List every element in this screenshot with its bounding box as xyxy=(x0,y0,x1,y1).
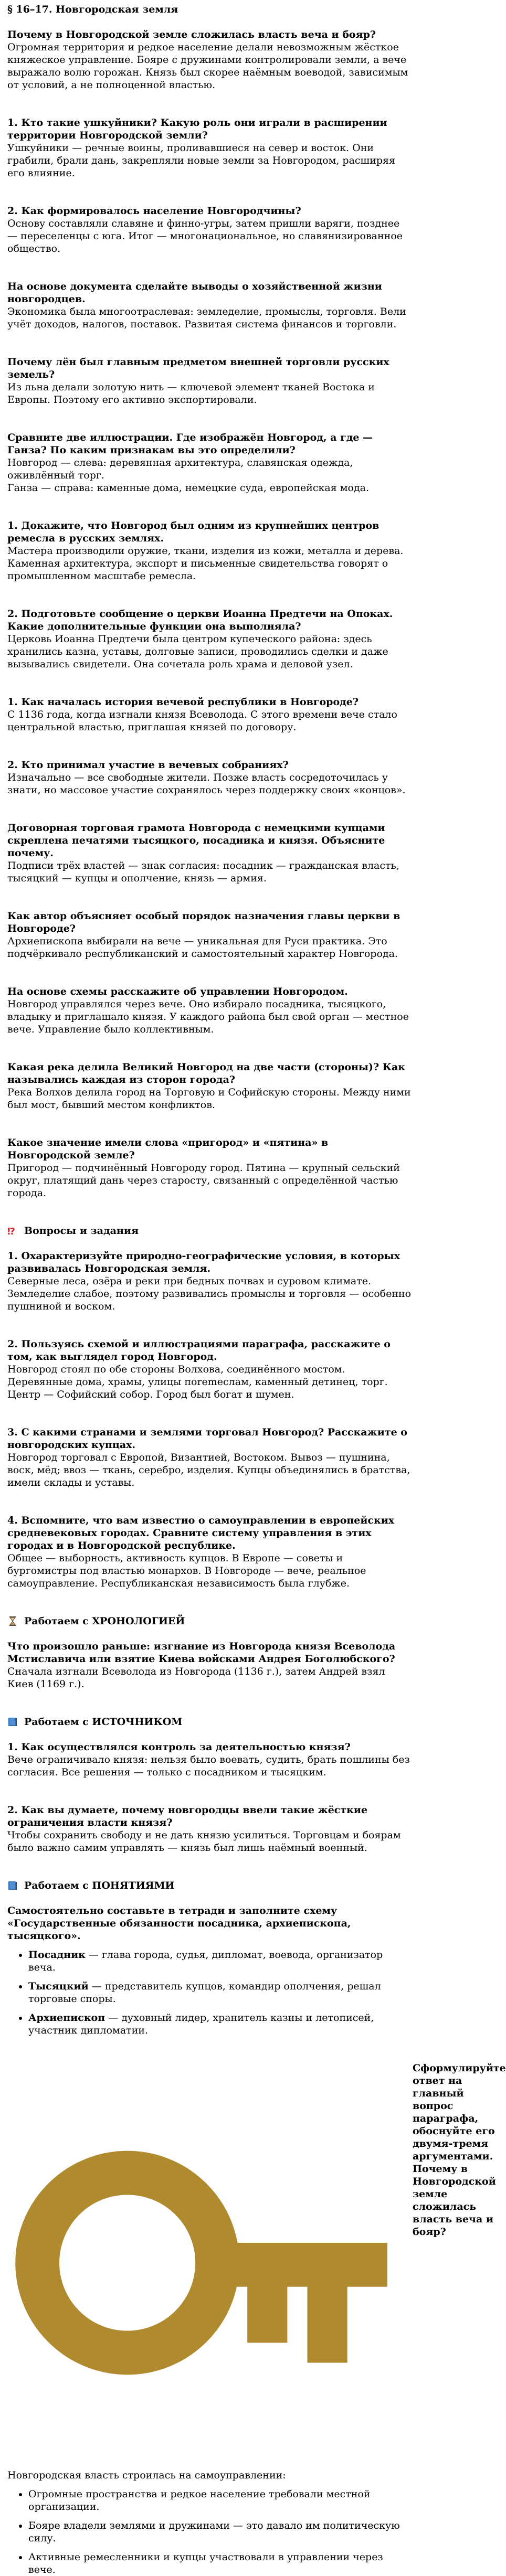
qa-block xyxy=(7,608,413,670)
concept-item xyxy=(28,1980,413,2005)
question: На основе схемы расскажите об управлении Новгородом. xyxy=(7,986,348,997)
question: 3. С какими странами и землями торговал Новгород? Расскажите о новгородских купцах. xyxy=(7,1427,407,1451)
concept-item xyxy=(28,1949,413,1974)
qa-block xyxy=(7,1061,413,1111)
answer: Сначала изгнали Всеволода из Новгорода (1136 г.), затем Андрей взял Киев (1169 г.). xyxy=(7,1666,385,1690)
question: Какая река делила Великий Новгород на две части (стороны)? Как назывались каждая из сторон города? xyxy=(7,1061,406,1085)
answer: Новгородская власть строилась на самоуправлении: xyxy=(7,2469,286,2481)
final-question-text: Сформулируйте ответ на главный вопрос параграфа, обоснуйте его двумя-тремя аргументами. Почему в Новгородской земле сложилась власть веча и бояр? xyxy=(413,2062,506,2238)
question: 1. Как началась история вечевой республики в Новгороде? xyxy=(7,696,359,708)
question: 1. Охарактеризуйте природно-географические условия, в которых развивалась Новгородская земля. xyxy=(7,1250,400,1274)
concept-term: Тысяцкий xyxy=(28,1981,89,1992)
section-chronology-label: Работаем с ХРОНОЛОГИЕЙ xyxy=(24,1615,185,1627)
section-tasks-label: Вопросы и задания xyxy=(24,1225,139,1237)
answer: Изначально — все свободные жители. Позже власть сосредоточилась у знати, но массовое участие сохранялось через поддержку своих «концов». xyxy=(7,772,406,796)
answer: Архиепископа выбирали на вече — уникальная для Руси практика. Это подчёркивало республиканский и самостоятельный характер Новгорода. xyxy=(7,935,398,960)
section-concepts-label: Работаем с ПОНЯТИЯМИ xyxy=(24,1880,175,1891)
answer: Основу составляли славяне и финно-угры, затем пришли варяги, позднее — переселенцы с юга. Итог — многонациональное, но славянизированное общество. xyxy=(7,218,403,254)
section-tasks xyxy=(7,1225,413,1237)
question: Самостоятельно составьте в тетради и заполните схему «Государственные обязанности посадника, архиепископа, тысяцкого». xyxy=(7,1905,351,1942)
sources-list xyxy=(7,1741,413,1854)
concept-text: — духовный лидер, хранитель казны и летописей, участник дипломатии. xyxy=(28,2012,374,2036)
question: 2. Как формировалось население Новгородчины? xyxy=(7,205,301,217)
concept-text: — представитель купцов, командир ополчения, решал торговые споры. xyxy=(28,1981,381,2005)
answer: Общее — выборность, активность купцов. В Европе — советы и бургомистры под властью монархов. В Новгороде — вече, реальное самоуправление. Республиканская независимость была глубже. xyxy=(7,1552,366,1589)
qa-block xyxy=(7,696,413,733)
answer: Новгород управлялся через вече. Оно избирало посадника, тысяцкого, владыку и приглашало князя. У каждого района был свой орган — местное вече. Управление было коллективным. xyxy=(7,998,409,1035)
qa-block xyxy=(7,1741,413,1779)
question: На основе документа сделайте выводы о хозяйственной жизни новгородцев. xyxy=(7,281,382,305)
concepts-list xyxy=(7,1949,413,2037)
answer: Чтобы сохранить свободу и не дать князю усилиться. Торговцам и боярам было важно самим управлять — князь был лишь наёмный военный. xyxy=(7,1829,401,1854)
question: Договорная торговая грамота Новгорода с немецкими купцами скреплена печатями тысяцкого, посадника и князя. Объясните почему. xyxy=(7,822,385,859)
question: 2. Подготовьте сообщение о церкви Иоанна Предтечи на Опоках. Какие дополнительные функции она выполняла? xyxy=(7,608,393,632)
qa-block xyxy=(7,1426,413,1489)
book-icon xyxy=(7,1880,18,1891)
question: 2. Пользуясь схемой и иллюстрациями параграфа, расскажите о том, как выглядел город Новгород. xyxy=(7,1338,391,1362)
qa-block xyxy=(7,356,413,406)
svg-text:⁉: ⁉ xyxy=(7,1226,15,1237)
qa-list-2 xyxy=(7,1250,413,1590)
answer: Церковь Иоанна Предтечи была центром купеческого района: здесь хранились казна, уставы, долговые записи, проводились сделки и даже вызывались свидетели. Она сочетала роль храма и деловой узел. xyxy=(7,633,388,670)
answer: Подписи трёх властей — знак согласия: посадник — гражданская власть, тысяцкий — купцы и ополчение, князь — армия. xyxy=(7,860,399,884)
answer: Новгород торговал с Европой, Византией, Востоком. Вывоз — пушнина, воск, мёд; ввоз — ткань, серебро, изделия. Купцы объединялись в братства, имели склады и уставы. xyxy=(7,1452,410,1488)
qa-block xyxy=(7,1250,413,1313)
qa-block xyxy=(7,822,413,885)
answer: Из льна делали золотую нить — ключевой элемент тканей Востока и Европы. Поэтому его активно экспортировали. xyxy=(7,381,375,406)
qa-block xyxy=(7,519,413,582)
answer: Мастера производили оружие, ткани, изделия из кожи, металла и дерева. Каменная архитектура, экспорт и письменные свидетельства говорят о промышленном масштабе ремесла. xyxy=(7,545,404,582)
page-title: § 16–17. Новгородская земля xyxy=(7,4,178,15)
answer: Пригород — подчинённый Новгороду город. Пятина — крупный сельский округ, платящий дань через старосту, связанный с определённой частью города. xyxy=(7,1162,400,1199)
question: 4. Вспомните, что вам известно о самоуправлении в европейских средневековых городах. Сравните систему управления в этих городах и в Новгородской республике. xyxy=(7,1515,395,1551)
question: Почему лён был главным предметом внешней торговли русских земель? xyxy=(7,356,389,380)
chrono-block xyxy=(7,1640,413,1690)
answer: Вече ограничивало князя: нельзя было воевать, судить, брать пошлины без согласия. Все решения — только с посадником и тысяцким. xyxy=(7,1754,410,1778)
qa-block xyxy=(7,1514,413,1590)
qa-block xyxy=(7,205,413,255)
qa-block xyxy=(7,910,413,960)
answer: Огромная территория и редкое население делали невозможным жёсткое княжеское управление. Бояре с дружинами контролировали земли, а вече выражало волю горожан. Князь был скорее наёмным воеводой, зависимым от условий, а не полноценной властью. xyxy=(7,41,408,91)
qa-block xyxy=(7,280,413,331)
final-list xyxy=(7,2488,413,2576)
question-exclamation-icon xyxy=(7,1226,18,1236)
question: Что произошло раньше: изгнание из Новгорода князя Всеволода Мстиславича или взятие Киева войсками Андрея Боголюбского? xyxy=(7,1641,396,1665)
qa-block xyxy=(7,1136,413,1199)
hourglass-icon xyxy=(7,1616,18,1626)
answer: Новгород стоял по обе стороны Волхова, соединённого мостом. Деревянные дома, храмы, улицы поremeслам, каменный детинец, торг. Центр — Софийский собор. Город был богат и шумен. xyxy=(7,1364,388,1400)
qa-list-1 xyxy=(7,116,413,1199)
qa-block xyxy=(7,116,413,179)
argument-item: • Огромные пространства и редкое население требовали местной организации. xyxy=(28,2488,413,2513)
question: 1. Докажите, что Новгород был одним из крупнейших центров ремесла в русских землях. xyxy=(7,520,380,544)
argument-item: • Бояре владели землями и дружинами — это давало им политическую силу. xyxy=(28,2519,413,2545)
final-block xyxy=(7,2062,506,2576)
question: 1. Как осуществлялся контроль за деятельностью князя? xyxy=(7,1741,351,1753)
question: 1. Кто такие ушкуйники? Какую роль они играли в расширении территории Новгородской земли? xyxy=(7,117,387,141)
section-sources xyxy=(7,1716,413,1728)
question: 2. Кто принимал участие в вечевых собраниях? xyxy=(7,759,289,771)
concept-term: Посадник xyxy=(28,1949,86,1961)
concepts-block xyxy=(7,1904,413,2037)
section-sources-label: Работаем с ИСТОЧНИКОМ xyxy=(24,1716,183,1728)
answer: Северные леса, озёра и реки при бедных почвах и суровом климате. Земледелие слабое, поэтому развивались промыслы и торговля — особенно пушниной и воском. xyxy=(7,1275,412,1312)
concept-term: Архиепископ xyxy=(28,2012,106,2024)
answer: Река Волхов делила город на Торговую и Софийскую стороны. Между ними был мост, бывший местом конфликтов. xyxy=(7,1087,411,1111)
question xyxy=(7,2062,506,2463)
question: 2. Как вы думаете, почему новгородцы ввели такие жёсткие ограничения власти князя? xyxy=(7,1804,368,1828)
question: Сравните две иллюстрации. Где изображён Новгород, а где — Ганза? По каким признакам вы это определили? xyxy=(7,432,373,456)
answer: С 1136 года, когда изгнали князя Всеволода. С этого времени вече стало центральной властью, приглашая князей по договору. xyxy=(7,709,397,733)
qa-block xyxy=(7,1804,413,1854)
section-chronology xyxy=(7,1615,413,1627)
question: Почему в Новгородской земле сложилась власть веча и бояр? xyxy=(7,29,376,40)
book-icon xyxy=(7,1717,18,1727)
intro-block xyxy=(7,28,413,91)
answer: Экономика была многоотраслевая: земледелие, промыслы, торговля. Вели учёт доходов, налогов, поставок. Развитая система финансов и торговли. xyxy=(7,306,406,330)
key-icon xyxy=(7,2063,407,2463)
answer: Ушкуйники — речные воины, проливавшиеся на север и восток. Они грабили, брали дань, закрепляли новые земли за Новгородом, расширяя его влияние. xyxy=(7,142,396,179)
qa-block xyxy=(7,431,413,494)
argument-item: • Активные ремесленники и купцы участвовали в управлении через вече. xyxy=(28,2551,413,2576)
answer: Новгород — слева: деревянная архитектура, славянская одежда, оживлённый торг. Ганза — справа: каменные дома, немецкие суда, европейская мода. xyxy=(7,457,370,494)
qa-block xyxy=(7,985,413,1036)
qa-block xyxy=(7,759,413,796)
qa-block xyxy=(7,1338,413,1401)
section-concepts xyxy=(7,1879,413,1892)
question: Какое значение имели слова «пригород» и «пятина» в Новгородской земле? xyxy=(7,1137,329,1161)
concept-text: — глава города, судья, дипломат, воевода, организатор веча. xyxy=(28,1949,383,1973)
question: Как автор объясняет особый порядок назначения главы церкви в Новгороде? xyxy=(7,910,400,934)
concept-item xyxy=(28,2011,413,2037)
